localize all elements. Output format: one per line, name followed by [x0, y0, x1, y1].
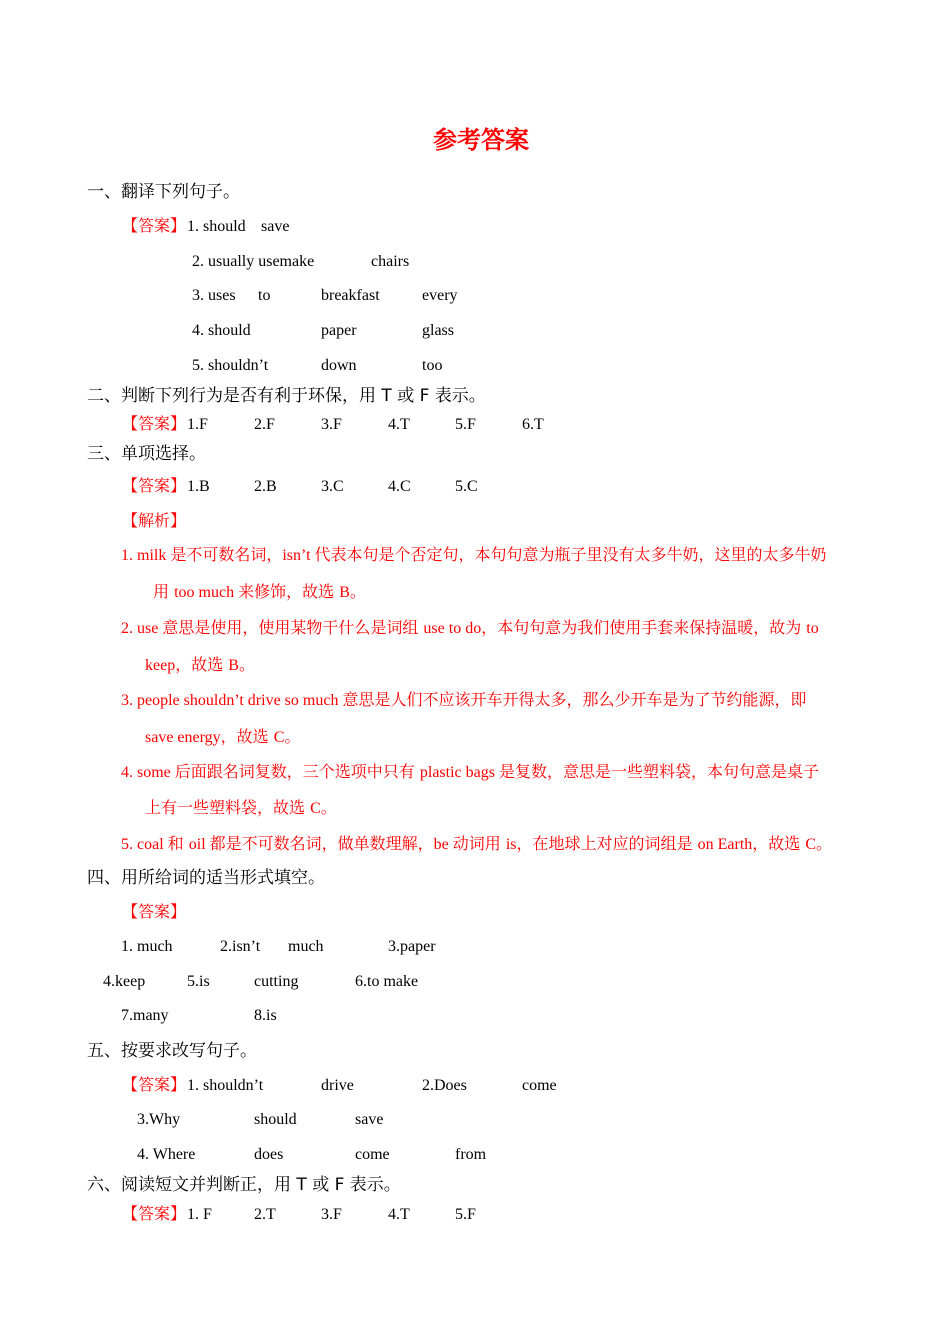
s4-answer: cutting — [254, 973, 299, 990]
section-2-answer-label: 【答案】 — [122, 414, 187, 433]
s5-answer: 2.Does — [422, 1077, 467, 1094]
s2-answer: 3.F — [321, 416, 342, 433]
s6-answer: 3.F — [321, 1206, 342, 1223]
s2-answer: 2.F — [254, 416, 275, 433]
s4-answer: 5.is — [187, 973, 210, 990]
s1-answer: paper — [321, 322, 357, 339]
s1-answer: breakfast — [321, 287, 380, 304]
section-4-heading: 四、用所给词的适当形式填空。 — [87, 868, 325, 888]
s5-answer: from — [455, 1146, 487, 1163]
s5-answer: 4. Where — [137, 1146, 196, 1163]
s3-answer: 4.C — [388, 478, 411, 495]
explanation-3-line-1: 3. people shouldn’t drive so much 意思是人们不应该开车开得太多，那么少开车是为了节约能源，即 — [121, 690, 807, 709]
explanation-4-line-1: 4. some 后面跟名词复数，三个选项中只有 plastic bags 是复数，意思是一些塑料袋，本句句意是桌子 — [121, 762, 819, 781]
section-1-heading: 一、翻译下列句子。 — [87, 182, 240, 202]
s5-answer: drive — [321, 1077, 354, 1094]
s5-answer: save — [355, 1111, 384, 1128]
s4-answer: much — [288, 938, 324, 955]
s1-answer: 1. should — [187, 218, 246, 235]
s1-answer: to — [258, 287, 271, 304]
s5-answer: 3.Why — [137, 1111, 181, 1128]
s3-answer: 3.C — [321, 478, 344, 495]
s2-answer: 4.T — [388, 416, 410, 433]
section-1-answer-label: 【答案】 — [122, 216, 187, 235]
s5-answer: does — [254, 1146, 284, 1163]
explanation-1-line-1: 1. milk 是不可数名词，isn’t 代表本句是个否定句，本句句意为瓶子里没有太多牛奶，这里的太多牛奶 — [121, 545, 827, 564]
s1-answer: 4. should — [192, 322, 251, 339]
section-5-heading: 五、按要求改写句子。 — [87, 1041, 257, 1061]
s1-answer: chairs — [371, 253, 410, 270]
s2-answer: 6.T — [522, 416, 544, 433]
s5-answer: should — [254, 1111, 297, 1128]
s6-answer: 4.T — [388, 1206, 410, 1223]
explanation-4-line-2: 上有一些塑料袋，故选 C。 — [145, 798, 337, 817]
explanation-5-line-1: 5. coal 和 oil 都是不可数名词，做单数理解，be 动词用 is，在地球上对应的词组是 on Earth，故选 C。 — [121, 834, 833, 853]
explanation-2-line-1: 2. use 意思是使用，使用某物干什么是词组 use to do，本句句意为我们使用手套来保持温暖，故为 to — [121, 618, 819, 637]
section-3-heading: 三、单项选择。 — [87, 444, 206, 464]
explanation-2-line-2: keep，故选 B。 — [145, 655, 255, 674]
s1-answer: too — [422, 357, 443, 374]
s6-answer: 5.F — [455, 1206, 476, 1223]
s5-answer: come — [522, 1077, 557, 1094]
s1-answer: down — [321, 357, 357, 374]
s4-answer: 2.isn’t — [220, 938, 261, 955]
explanation-1-line-2: 用 too much 来修饰，故选 B。 — [153, 582, 366, 601]
section-6-answer-label: 【答案】 — [122, 1204, 187, 1223]
s1-answer: 2. usually usemake — [192, 253, 315, 270]
section-3-answer-label: 【答案】 — [122, 476, 187, 495]
s3-answer: 2.B — [254, 478, 277, 495]
section-3-analysis-label: 【解析】 — [122, 511, 187, 530]
s6-answer: 1. F — [187, 1206, 212, 1223]
s4-answer: 3.paper — [388, 938, 436, 955]
s4-answer: 4.keep — [103, 973, 146, 990]
s6-answer: 2.T — [254, 1206, 276, 1223]
s4-answer: 7.many — [121, 1007, 169, 1024]
s4-answer: 6.to make — [355, 973, 419, 990]
s5-answer: 1. shouldn’t — [187, 1077, 264, 1094]
section-2-heading: 二、判断下列行为是否有利于环保，用 T 或 F 表示。 — [87, 386, 486, 406]
s4-answer: 8.is — [254, 1007, 277, 1024]
s4-answer: 1. much — [121, 938, 173, 955]
explanation-3-line-2: save energy，故选 C。 — [145, 727, 301, 746]
s2-answer: 5.F — [455, 416, 476, 433]
s1-answer: save — [261, 218, 290, 235]
page-title: 参考答案 — [433, 126, 529, 154]
s3-answer: 1.B — [187, 478, 210, 495]
section-5-answer-label: 【答案】 — [122, 1075, 187, 1094]
s1-answer: every — [422, 287, 458, 304]
s3-answer: 5.C — [455, 478, 478, 495]
section-6-heading: 六、阅读短文并判断正，用 T 或 F 表示。 — [87, 1175, 401, 1195]
s5-answer: come — [355, 1146, 390, 1163]
section-4-answer-label: 【答案】 — [122, 902, 187, 921]
s1-answer: glass — [422, 322, 454, 339]
s1-answer: 3. uses — [192, 287, 236, 304]
s2-answer: 1.F — [187, 416, 208, 433]
s1-answer: 5. shouldn’t — [192, 357, 269, 374]
